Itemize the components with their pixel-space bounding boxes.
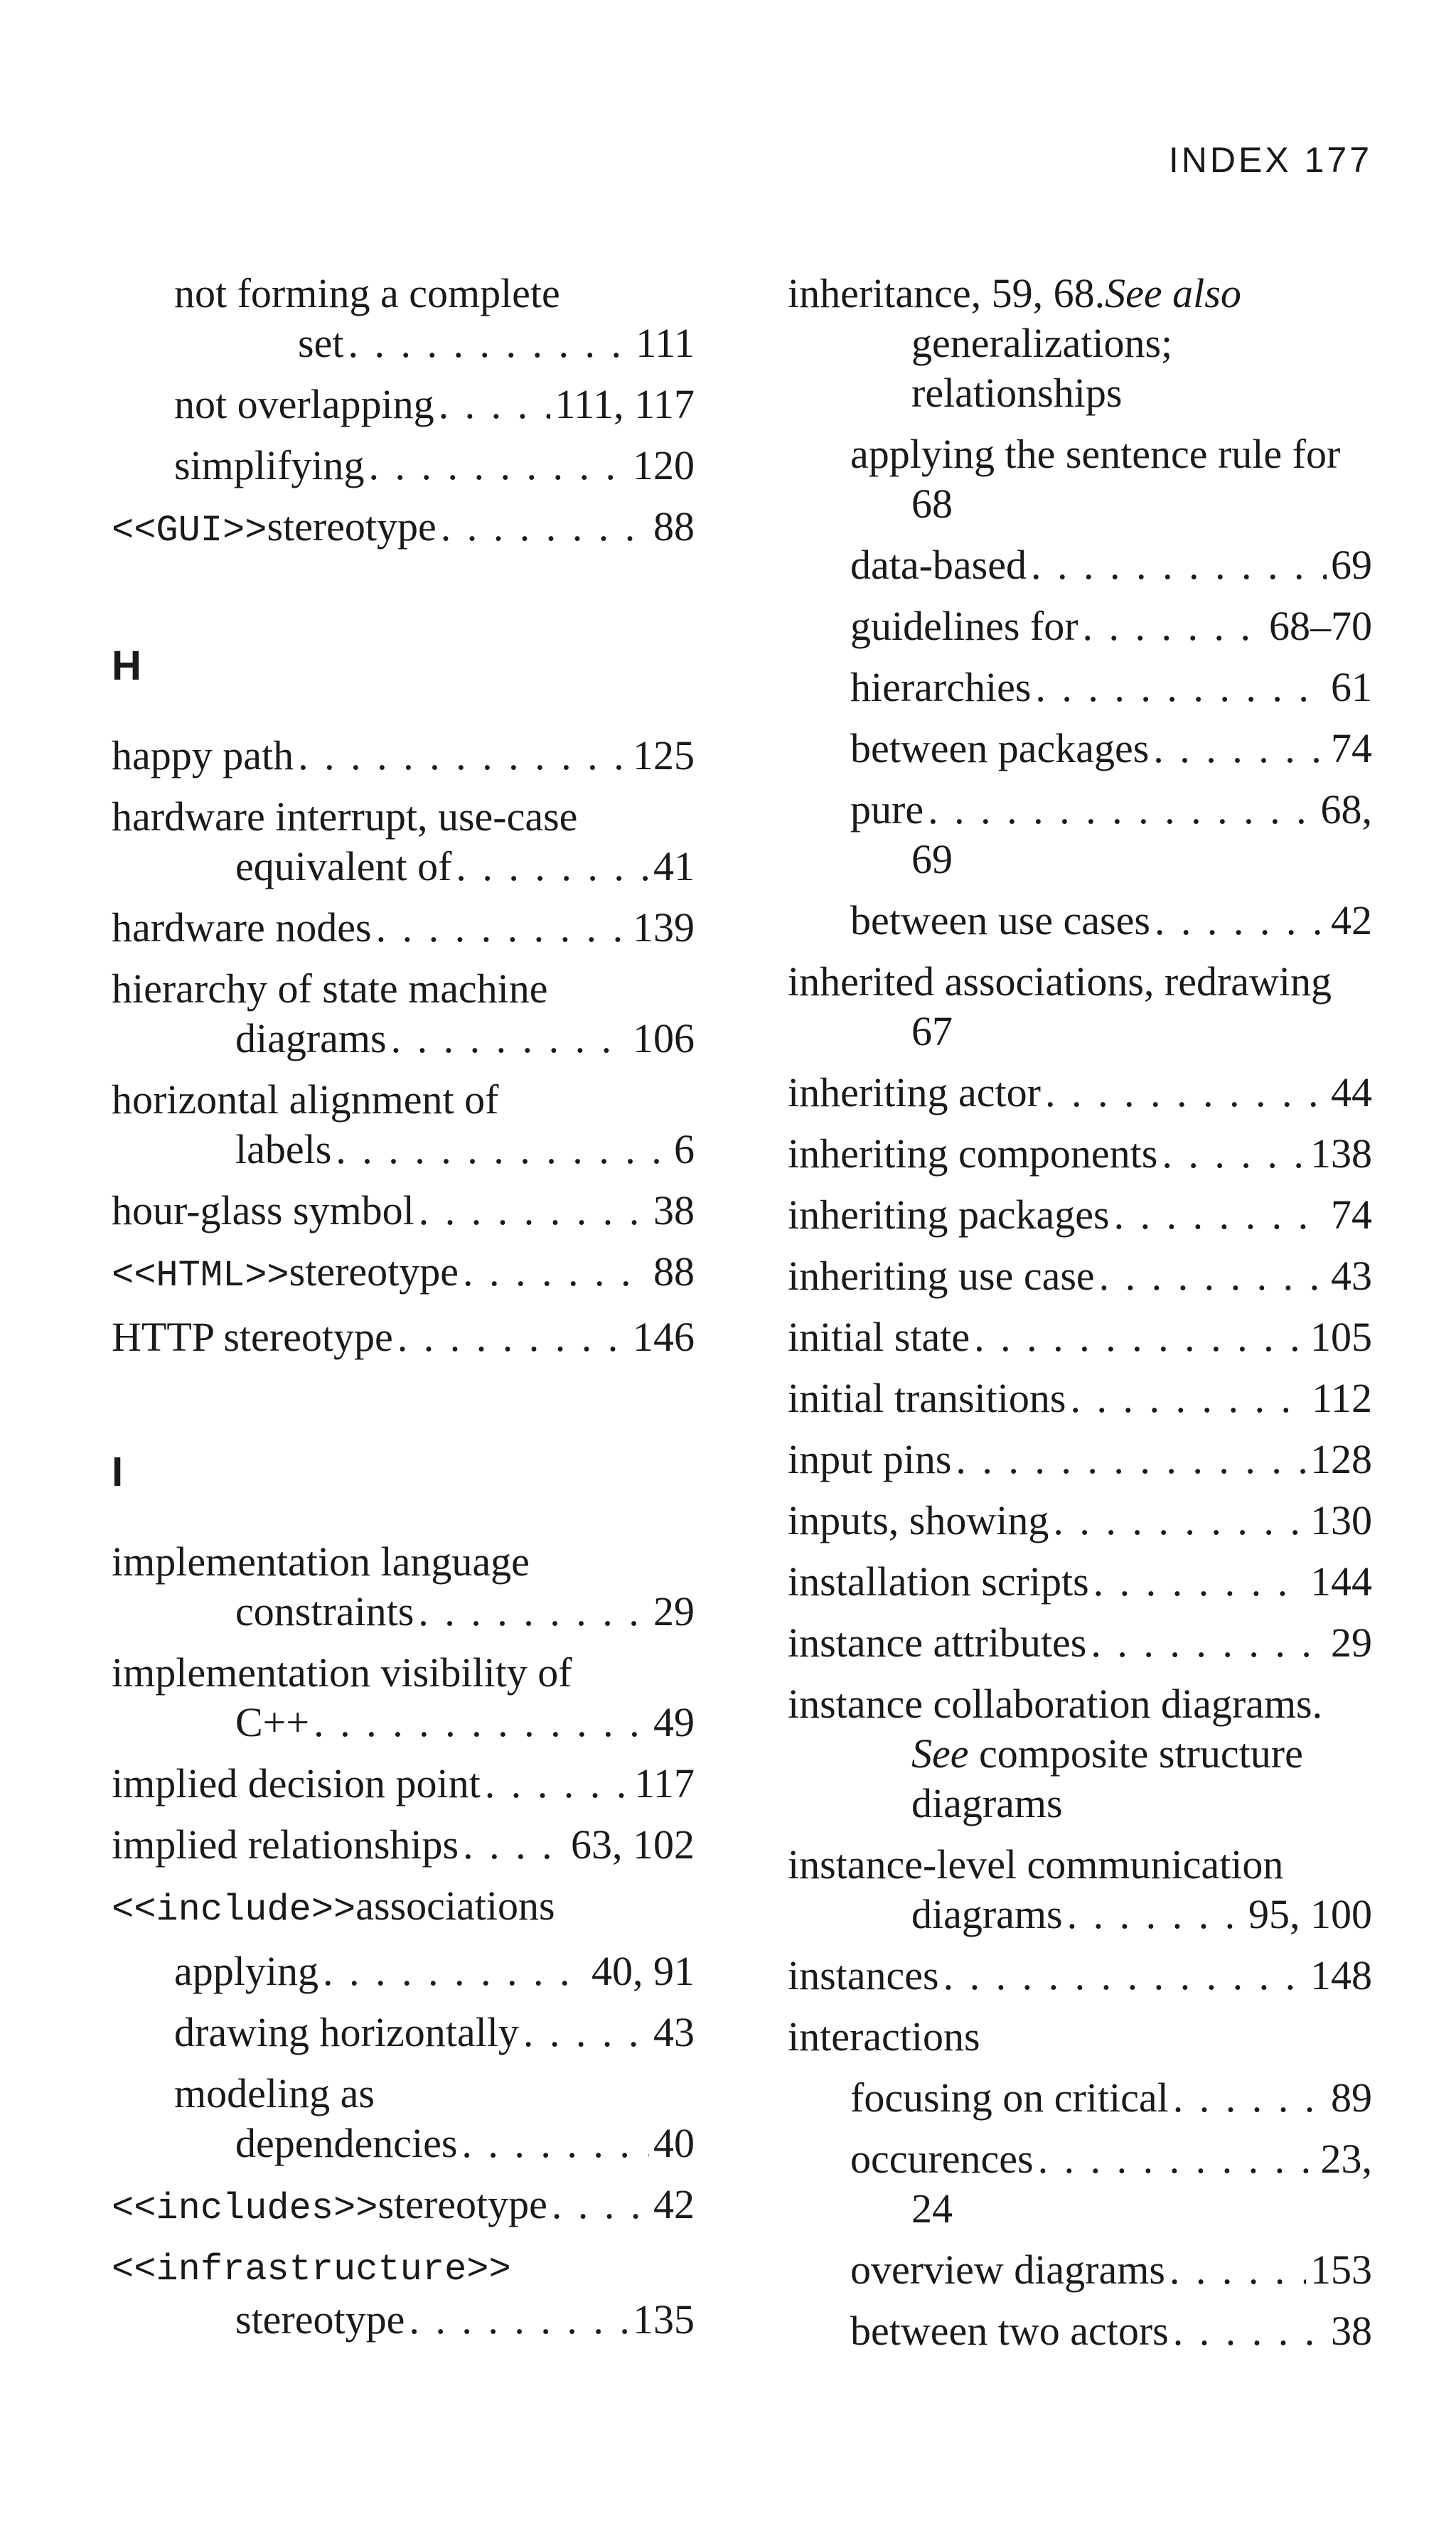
page-ref: 112 bbox=[1312, 1375, 1372, 1421]
page-ref: 68 bbox=[911, 481, 953, 527]
index-entry: inputs, showing . . . 130 bbox=[788, 1496, 1372, 1546]
page-ref: 139 bbox=[633, 904, 695, 951]
index-subentry: modeling as dependencies . . . 40 bbox=[112, 2069, 695, 2168]
page-ref: 44 bbox=[1331, 1069, 1372, 1115]
index-entry: inherited associations, redrawing 67 bbox=[788, 957, 1372, 1056]
index-entry: hardware nodes . . . 139 bbox=[112, 903, 695, 953]
index-subentry: between two actors . . . 38 bbox=[788, 2306, 1372, 2356]
index-entry: implementation language constraints . . . 29 bbox=[112, 1537, 695, 1637]
page-ref: 49 bbox=[653, 1699, 695, 1745]
page-ref: 41 bbox=[653, 843, 695, 889]
page-ref: 43 bbox=[653, 2009, 695, 2055]
index-subentry: data-based . . . 69 bbox=[788, 540, 1372, 590]
page-ref: 38 bbox=[1331, 2308, 1372, 2354]
page-ref: 29 bbox=[1331, 1620, 1372, 1666]
page-ref: 67 bbox=[911, 1008, 953, 1054]
see-also-ref: See also bbox=[1105, 270, 1241, 316]
page-ref: 88 bbox=[653, 503, 695, 550]
index-entry: installation scripts . . . 144 bbox=[788, 1557, 1372, 1607]
page-ref: 135 bbox=[633, 2296, 695, 2343]
page-ref: 40, 91 bbox=[592, 1948, 695, 1994]
see-ref: See bbox=[911, 1730, 969, 1777]
index-subentry: applying . . . 40, 91 bbox=[112, 1947, 695, 1996]
page-ref: 128 bbox=[1310, 1436, 1372, 1482]
page-ref: 138 bbox=[1310, 1130, 1372, 1177]
page-ref: 43 bbox=[1331, 1253, 1372, 1299]
index-entry: <<GUI>> stereotype . . . 88 bbox=[112, 502, 695, 556]
index-subentry: not overlapping . . . 111, 117 bbox=[112, 380, 695, 429]
index-entry: implied relationships . . . 63, 102 bbox=[112, 1820, 695, 1870]
page-ref: 74 bbox=[1331, 1192, 1372, 1238]
page-ref: 148 bbox=[1310, 1952, 1372, 1998]
index-subentry: between use cases . . . 42 bbox=[788, 896, 1372, 946]
page-ref: 23, bbox=[1320, 2136, 1372, 2182]
page-ref: 111 bbox=[636, 320, 695, 366]
running-head: INDEX 177 bbox=[1168, 140, 1372, 180]
index-entry: inheriting packages . . . 74 bbox=[788, 1190, 1372, 1240]
index-subentry: between packages . . . 74 bbox=[788, 724, 1372, 774]
index-subentry: applying the sentence rule for 68 bbox=[788, 429, 1372, 529]
index-entry: happy path . . . 125 bbox=[112, 731, 695, 781]
index-entry: hour-glass symbol . . . 38 bbox=[112, 1186, 695, 1236]
page-ref: 146 bbox=[633, 1314, 695, 1360]
index-entry: hardware interrupt, use-case equivalent of . . . 41 bbox=[112, 792, 695, 892]
index-entry: <<include>> associations bbox=[112, 1883, 555, 1931]
index-entry: initial transitions . . . 112 bbox=[788, 1374, 1372, 1423]
index-subentry: pure . . . 68, 69 bbox=[788, 785, 1372, 884]
page-ref: 153 bbox=[1310, 2247, 1372, 2293]
index-entry: instance-level communication diagrams . . . 95, 100 bbox=[788, 1840, 1372, 1939]
index-entry: instances . . . 148 bbox=[788, 1951, 1372, 2001]
page-ref: 68–70 bbox=[1269, 603, 1372, 649]
page-ref: 117 bbox=[634, 1760, 695, 1806]
page-ref: 68, bbox=[1320, 786, 1372, 833]
section-letter-i: I bbox=[112, 1449, 124, 1495]
index-entry: inheriting actor . . . 44 bbox=[788, 1068, 1372, 1118]
index-entry: inheriting use case . . . 43 bbox=[788, 1251, 1372, 1301]
page-ref: 40 bbox=[653, 2120, 695, 2166]
index-column-right bbox=[788, 269, 1372, 2367]
page-ref: 42 bbox=[653, 2181, 695, 2227]
index-subentry: overview diagrams . . . 153 bbox=[788, 2245, 1372, 2295]
page-ref: 69 bbox=[911, 836, 953, 882]
index-subentry: not forming a complete set . . . 111 bbox=[112, 269, 695, 368]
index-subentry: guidelines for . . . 68–70 bbox=[788, 601, 1372, 651]
index-entry: input pins . . . 128 bbox=[788, 1435, 1372, 1484]
index-subentry: occurences . . . 23, 24 bbox=[788, 2134, 1372, 2234]
index-entry: implied decision point . . . 117 bbox=[112, 1759, 695, 1809]
index-entry: interactions bbox=[788, 2013, 980, 2060]
section-letter-h: H bbox=[112, 643, 141, 689]
index-subentry: hierarchies . . . 61 bbox=[788, 663, 1372, 712]
index-entry: instance collaboration diagrams. See composite structure diagrams bbox=[788, 1681, 1323, 1826]
page-ref: 89 bbox=[1331, 2075, 1372, 2121]
index-entry: hierarchy of state machine diagrams . . . 106 bbox=[112, 964, 695, 1064]
page-ref: 125 bbox=[633, 732, 695, 778]
page-ref: 144 bbox=[1310, 1558, 1372, 1605]
index-entry: inheriting components . . . 138 bbox=[788, 1129, 1372, 1179]
page-ref: 105 bbox=[1310, 1314, 1372, 1360]
page-ref: 95, 100 bbox=[1248, 1891, 1372, 1937]
index-entry: HTTP stereotype . . . 146 bbox=[112, 1312, 695, 1362]
index-entry: <<HTML>> stereotype . . . 88 bbox=[112, 1247, 695, 1301]
index-entry: instance attributes . . . 29 bbox=[788, 1618, 1372, 1668]
index-entry: horizontal alignment of labels . . . 6 bbox=[112, 1075, 695, 1174]
page-ref: 111, 117 bbox=[555, 381, 695, 427]
page-ref: 61 bbox=[1331, 664, 1372, 710]
page-ref: 88 bbox=[653, 1248, 695, 1295]
index-entry: implementation visibility of C++ . . . 49 bbox=[112, 1648, 695, 1747]
index-subentry: drawing horizontally . . . 43 bbox=[112, 2008, 695, 2057]
page-ref: 63, 102 bbox=[571, 1821, 695, 1868]
page-ref: 74 bbox=[1331, 725, 1372, 771]
index-entry: <<infrastructure>> stereotype . . . 135 bbox=[112, 2245, 695, 2345]
page-ref: 42 bbox=[1331, 897, 1372, 943]
index-entry: <<includes>> stereotype . . . 42 bbox=[112, 2180, 695, 2234]
index-subentry: focusing on critical . . . 89 bbox=[788, 2073, 1372, 2123]
page-ref: 106 bbox=[633, 1015, 695, 1061]
page-ref: 69 bbox=[1331, 542, 1372, 588]
page-ref: 6 bbox=[674, 1126, 695, 1172]
index-entry: inheritance, 59, 68. See also generalizations; relationships bbox=[788, 270, 1241, 416]
index-column-left bbox=[112, 269, 695, 2356]
index-entry: initial state . . . 105 bbox=[788, 1312, 1372, 1362]
page-ref: 38 bbox=[653, 1187, 695, 1233]
page-ref: 29 bbox=[653, 1588, 695, 1634]
index-subentry: simplifying . . . 120 bbox=[112, 441, 695, 491]
page-ref: 130 bbox=[1310, 1497, 1372, 1543]
page-ref: 120 bbox=[633, 442, 695, 488]
page-ref: 24 bbox=[911, 2185, 953, 2232]
